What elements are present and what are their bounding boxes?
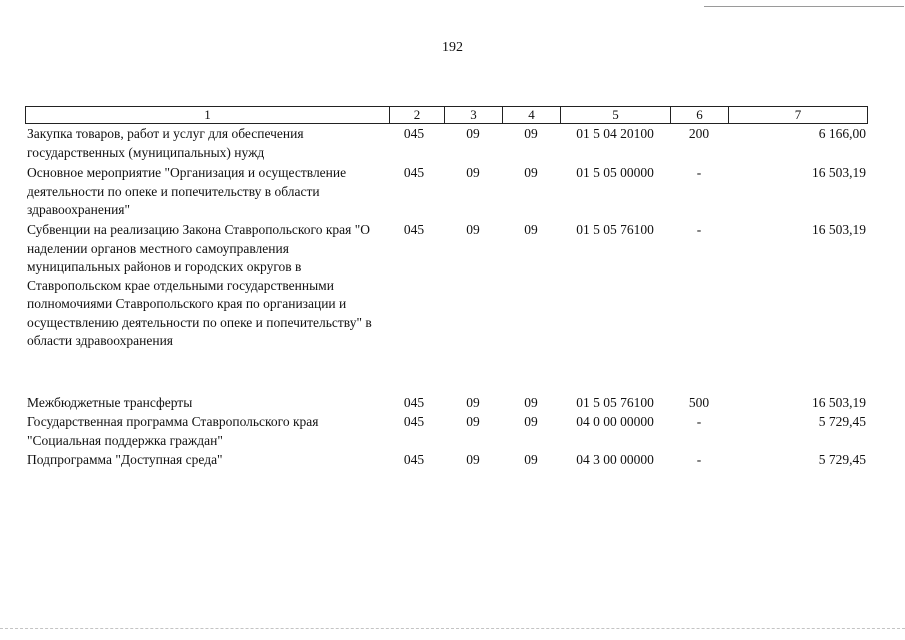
row-sum: 5 729,45 (818, 452, 866, 467)
row-rz: 09 (466, 414, 480, 429)
row-csr: 04 0 00 00000 (576, 414, 654, 429)
table-header (25, 106, 868, 124)
row-csr: 01 5 05 76100 (576, 222, 654, 237)
bottom-rule (0, 628, 905, 629)
row-rz: 09 (466, 222, 480, 237)
column-header-5: 5 (561, 107, 671, 123)
column-header-1: 1 (26, 107, 390, 123)
row-sum: 16 503,19 (812, 165, 866, 180)
row-csr: 01 5 05 00000 (576, 165, 654, 180)
row-csr: 01 5 05 76100 (576, 395, 654, 410)
row-name: Закупка товаров, работ и услуг для обеспечения государственных (муниципальных) нужд (27, 126, 304, 160)
row-pr: 09 (524, 414, 538, 429)
row-rz: 09 (466, 395, 480, 410)
row-vr: - (696, 414, 702, 429)
row-vr: 200 (688, 126, 710, 141)
row-vr: - (696, 222, 702, 237)
row-csr: 01 5 04 20100 (576, 126, 654, 141)
row-name: Государственная программа Ставропольского края "Социальная поддержка граждан" (27, 414, 319, 448)
row-ved: 045 (403, 395, 425, 410)
row-pr: 09 (524, 165, 538, 180)
row-rz: 09 (466, 165, 480, 180)
row-vr: - (696, 452, 702, 467)
row-name: Межбюджетные трансферты (27, 395, 193, 410)
row-ved: 045 (403, 414, 425, 429)
row-name: Субвенции на реализацию Закона Ставропольского края "О наделении органов местного самоуправления муниципальных районов и городских округов в Ставропольском крае отдельными государственными полномочиями Ставропольского края по организации и осуществлению деятельности по опеке и попечительству" в области здравоохранения (27, 222, 372, 348)
row-name: Основное мероприятие "Организация и осуществление деятельности по опеке и попечительству в области здравоохранения" (27, 165, 347, 217)
column-header-7: 7 (794, 107, 802, 122)
top-rule (704, 6, 904, 7)
row-rz: 09 (466, 452, 480, 467)
column-header-3: 3 (445, 107, 503, 123)
row-pr: 09 (524, 395, 538, 410)
row-vr: - (696, 165, 702, 180)
row-rz: 09 (466, 126, 480, 141)
row-ved: 045 (403, 452, 425, 467)
column-header-6: 6 (671, 107, 729, 123)
row-sum: 6 166,00 (818, 126, 866, 141)
row-ved: 045 (403, 126, 425, 141)
page-number: 192 (442, 40, 463, 55)
column-header-4: 4 (503, 107, 561, 123)
row-sum: 16 503,19 (812, 222, 866, 237)
row-pr: 09 (524, 452, 538, 467)
column-header-2: 2 (390, 107, 445, 123)
row-ved: 045 (403, 165, 425, 180)
row-pr: 09 (524, 126, 538, 141)
row-sum: 5 729,45 (818, 414, 866, 429)
row-vr: 500 (688, 395, 710, 410)
row-ved: 045 (403, 222, 425, 237)
row-pr: 09 (524, 222, 538, 237)
row-sum: 16 503,19 (812, 395, 866, 410)
row-name: Подпрограмма "Доступная среда" (27, 452, 223, 467)
row-csr: 04 3 00 00000 (576, 452, 654, 467)
